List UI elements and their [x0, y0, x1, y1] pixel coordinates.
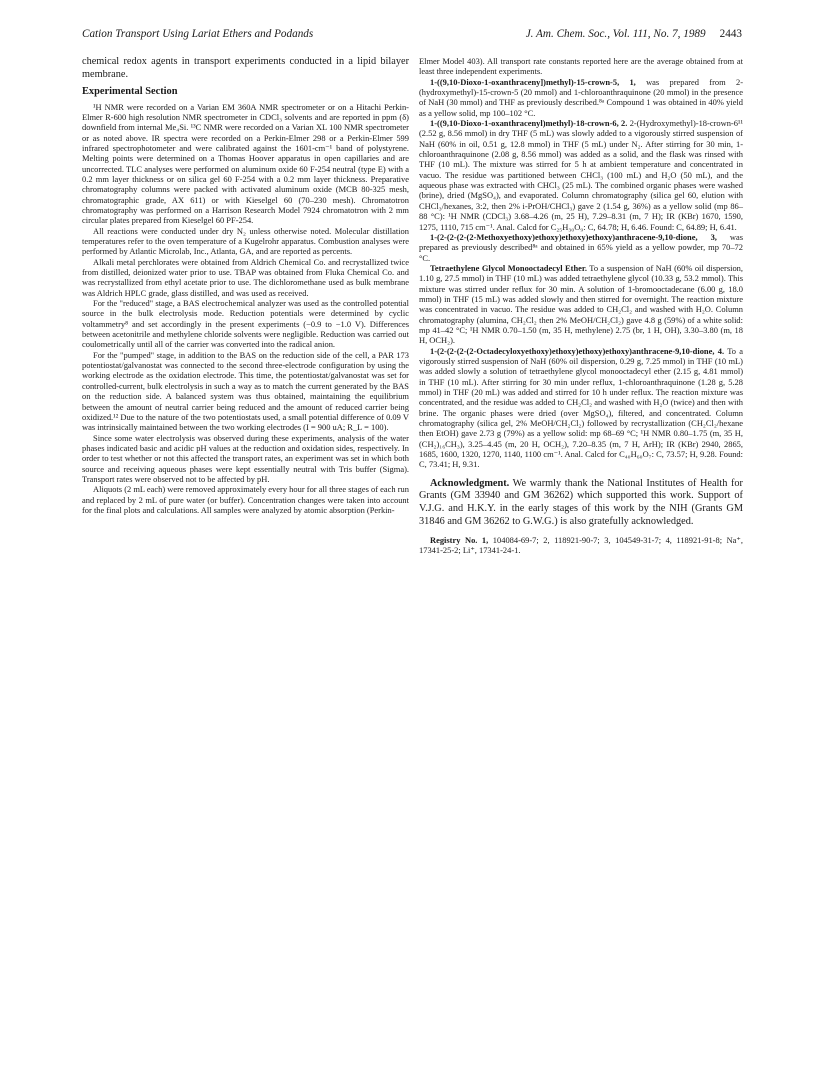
paragraph-aliquots: Aliquots (2 mL each) were removed approximately every hour for all three stages of each run and replaced by 2 mL of pure water (or buffer). Concentration changes were taken into account for the final plots and calculations. All samples were analyzed by atomic absorption (Perkin-: [82, 484, 409, 515]
page-number: 2443: [719, 28, 742, 40]
section-heading: Experimental Section: [82, 86, 178, 98]
registry-label: Registry No. 1,: [430, 535, 489, 546]
compound-title: 1-(2-(2-(2-(2-Octadecyloxyethoxy)ethoxy)ethoxy)ethoxy)anthracene-9,10-dione, 4.: [430, 345, 725, 356]
registry-body: 104084-69-7; 2, 118921-90-7; 3, 104549-31-7; 4, 118921-91-8; Na⁺, 17341-25-2; Li⁺, 17341-24-1.: [419, 535, 743, 556]
compound-body: 2-(Hydroxymethyl)-18-crown-6¹¹ (2.52 g, 8.56 mmol) in dry THF (5 mL) was slowly added to a vigorously stirred suspension of NaH (60% in oil, 0.51 g, 12.8 mmol) in THF (5 mL) under N₂. After stirring for 30 min, 1-chloroanthraquinone (2.08 g, 8.56 mmol) was added as a solid, and the flask was rinsed with THF (10 mL). The mixture was stirred for 5 h at ambient temperature and concentrated in vacuo. The residue was partitioned between CHCl₃ (100 mL) and H₂O (50 mL), and the aqueous phase was extracted with CHCl₃ (25 mL). The combined organic phases were washed (brine), dried (MgSO₄), and evaporated. Column chromatography (silica gel 60, elution with CHCl₃/hexanes, 3:2, then 2% i-PrOH/CHCl₃) gave 2 (1.54 g, 36%) as a yellow solid (mp 86–88 °C): ¹H NMR (CDCl₃) 3.68–4.26 (m, 25 H), 7.29–8.31 (m, 7 H); IR (KBr) 1670, 1590, 1275, 1110, 715 cm⁻¹. Anal. Calcd for C₂₅H₃₀O₉: C, 64.78; H, 6.46. Found: C, 64.89; H, 6.41.: [419, 118, 743, 232]
compound-title: 1-((9,10-Dioxo-1-oxanthracenyl)methyl)-18-crown-6, 2.: [430, 118, 628, 129]
left-column: [82, 56, 409, 515]
compound-body: To a suspension of NaH (60% oil dispersion, 1.10 g, 27.5 mmol) in THF (10 mL) was added tetraethylene glycol (10.33 g, 53.2 mmol). This mixture was stirred under reflux for 30 min. A solution of 1-bromooctadecane (6.00 g, 18.0 mmol) in THF (15 mL) was added slowly and then stirred for overnight. The reaction mixture was concentrated in vacuo. The residue was added to CH₂Cl₂ and washed with H₂O. Column chromatography (alumina, CH₂Cl₂ then 2% MeOH/CH₂Cl₂) gave 4.8 g (59%) of a white solid: mp 41–42 °C; ¹H NMR 0.70–1.50 (m, 35 H, methylene) 2.75 (br, 1 H, OH), 3.30–3.80 (m, 18 H, OCH₂).: [419, 262, 743, 346]
running-title: Cation Transport Using Lariat Ethers and Podands: [82, 28, 314, 40]
right-column: [419, 56, 743, 556]
compound-paragraph-1: [419, 77, 743, 118]
paragraph-reagents: Alkali metal perchlorates were obtained from Aldrich Chemical Co. and recrystallized twice from distilled, deionized water prior to use. TBAP was obtained from Fluka Chemical Co. and was recrystallized from ethyl acetate prior to use. The dichloromethane used as bulk membrane was Aldrich HPLC grade, glass distilled, and was used as received.: [82, 256, 409, 298]
compound-paragraph-2: [419, 118, 743, 232]
registry-paragraph: [419, 535, 743, 556]
compound-title: 1-((9,10-Dioxo-1-oxanthraceny])methyl)-15-crown-5, 1,: [430, 76, 636, 87]
paragraph-pumped-stage: For the "pumped" stage, in addition to the BAS on the reduction side of the cell, a PAR 173 potentiostat/galvanostat was connected to the second three-electrode configuration by using the working electrode as the oxidation electrode. This time, the potentiostat/galvanostat was set for controlled-current, bulk electrolysis in such a way as to match the current generated by the BAS on the reduction side. A balanced system was thus obtained, maintaining the equilibrium between the amount of neutral carrier being reduced and the amount of reduced carrier being oxidized.¹² Due to the nature of the two potentiostats used, a small potential difference of 0.09 V was intrinsically maintained between the two working electrodes (I = 900 uA; R_L = 100).: [82, 349, 409, 433]
acknowledgment-paragraph: [419, 478, 743, 528]
continuation-paragraph: Elmer Model 403). All transport rate constants reported here are the average obtained from at least three independent experiments.: [419, 56, 743, 77]
compound-title: Tetraethylene Glycol Monooctadecyl Ether.: [430, 262, 587, 273]
compound-body: To a vigorously stirred suspension of NaH (60% oil dispersion, 0.29 g, 7.25 mmol) in THF (10 mL) was added slowly a solution of tetraethylene glycol monooctadecyl ether (2.15 g, 4.81 mmol) in THF (10 mL). After stirring for 30 min under reflux, 1-chloroanthraquinone (1.28 g, 5.28 mmol) in THF (20 mL) was added and stirred for 10 h under reflux. The reaction mixture was concentrated, and the residue was added to CH₂Cl₂ and washed with H₂O (twice) and then with brine. The organic phases were dried (over MgSO₄), filtered, and concentrated. Column chromatography (silica gel, 2% MeOH/CH₂Cl₂) followed by recrystallization (CH₂Cl₂/hexane then EtOH) gave 2.73 g (79%) as a yellow solid: mp 68–69 °C; ¹H NMR 0.80–1.75 (m, 35 H, (CH₂)₁₆CH₃), 3.25–4.45 (m, 20 H, OCH₂), 7.20–8.35 (m, 7 H, ArH); IR (KBr) 2940, 2865, 1685, 1600, 1320, 1270, 1140, 1100 cm⁻¹. Anal. Calcd for C₄₀H₆₀O₇: C, 73.57; H, 9.28. Found: C, 73.41; H, 9.31.: [419, 345, 744, 470]
journal-name: J. Am. Chem. Soc., Vol. 111, No. 7, 1989: [525, 28, 706, 40]
journal-citation: [526, 28, 742, 40]
compound-paragraph-3: [419, 232, 743, 263]
compound-title: 1-(2-(2-(2-(2-Methoxyethoxy)ethoxy)ethoxy)ethoxy)anthracene-9,10-dione, 3,: [430, 231, 717, 242]
acknowledgment-body: We warmly thank the National Institutes of Health for Grants (GM 33940 and GM 36262) which supported this work. Support of V.J.G. and H.K.Y. in the early stages of this work by the NIH (Grants GM 31846 and GM 36262 to G.W.G.) is also gratefully acknowledged.: [419, 477, 743, 527]
paragraph-reaction-conditions: All reactions were conducted under dry N₂ unless otherwise noted. Molecular distillation temperatures refer to the oven temperature of a Kugelrohr apparatus. Combustion analyses were performed by Atlantic Microlab, Inc., Atlanta, GA, and are reported as percents.: [82, 225, 409, 257]
paragraph-water-electrolysis: Since some water electrolysis was observed during these experiments, analysis of the water phases indicated basic and acidic pH values at the reduction and oxidation sides, respectively. In order to test whether or not this affected the transport rates, an experiment was set in which both source and receiving aqueous phases were kept essentially neutral with Tris buffer (Sigma). Transport rates were observed not to be affected by pH.: [82, 432, 409, 484]
intro-paragraph: chemical redox agents in transport experiments conducted in a lipid bilayer membrane.: [82, 56, 409, 80]
compound-body: was prepared from 2-(hydroxymethyl)-15-crown-5 (20 mmol) and 1-chloroanthraquinone (20 mmol) in the presence of NaH (30 mmol) and THF as previously described.⁸ᵃ Compound 1 was obtained in 40% yield as a yellow solid, mp 100–102 °C.: [419, 76, 744, 118]
acknowledgment-title: Acknowledgment.: [430, 477, 510, 489]
compound-body: was prepared as previously described⁸ᵃ and obtained in 65% yield as a yellow powder, mp 70–72 °C.: [419, 231, 743, 263]
paragraph-instrumentation: ¹H NMR were recorded on a Varian EM 360A NMR spectrometer or on a Hitachi Perkin-Elmer R-600 high resolution NMR spectrometer in CDCl₃ solvents and are reported in ppm (δ) downfield from internal Me₄Si. ¹³C NMR were recorded on a Varian XL 100 NMR spectrometer or as noted above. IR spectra were recorded on a Perkin-Elmer 298 or a Perkin-Elmer 599 infrared spectrophotometer and were calibrated against the 1601-cm⁻¹ band of polystyrene. Melting points were determined on a Thomas Hoover apparatus in open capillaries and are uncorrected. TLC analyses were performed on aluminum oxide 60 F-254 neutral (type E) with a 0.2 mm layer thickness or on silica gel 60 F-254 with a 0.2 mm layer thickness. Preparative chromatography columns were packed with activated aluminum oxide (MCB 80-325 mesh, chromatographic grade, AX 611) or with Kieselgel 60 (70–230 mesh). Chromatotron chromatography was performed on a Harrison Research Model 7924 chromatotron with 2 mm circular plates prepared from Kieselgel 60 PF-254.: [82, 101, 409, 226]
compound-paragraph-5: [419, 346, 743, 470]
compound-paragraph-4: [419, 263, 743, 346]
paragraph-reduced-stage: For the "reduced" stage, a BAS electrochemical analyzer was used as the controlled potential source in the bulk electrolysis mode. Reduction potentials were determined by cyclic voltammetry⁸ and set accordingly in the present experiments (−0.9 to −1.0 V). Differences between acetonitrile and methylene chloride solvents were negligible. Reduction was carried out coulometrically until all of the carrier was converted into the radical anion.: [82, 298, 409, 350]
